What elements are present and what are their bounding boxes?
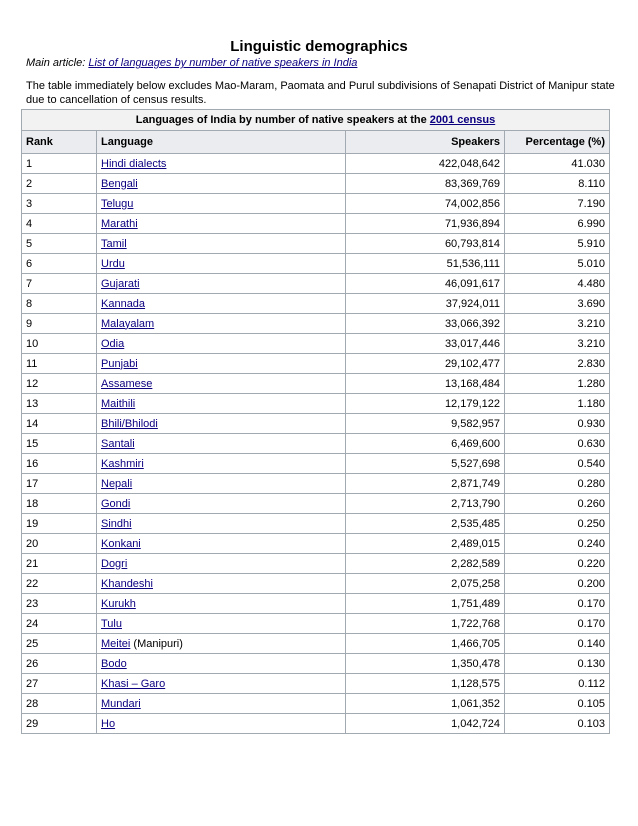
table-row — [22, 174, 610, 194]
language-link[interactable]: Maithili — [101, 397, 136, 410]
speakers-cell: 71,936,894 — [346, 214, 505, 234]
main-article-link[interactable]: List of languages by number of native speakers in India — [88, 57, 358, 69]
table-row — [22, 674, 610, 694]
table-row — [22, 454, 610, 474]
language-cell — [97, 494, 346, 514]
language-cell — [97, 574, 346, 594]
percentage-cell: 0.250 — [505, 514, 610, 534]
percentage-cell: 0.103 — [505, 714, 610, 734]
speakers-cell: 33,017,446 — [346, 334, 505, 354]
table-row — [22, 154, 610, 174]
speakers-cell: 1,128,575 — [346, 674, 505, 694]
table-row — [22, 634, 610, 654]
rank-cell: 24 — [22, 614, 97, 634]
percentage-cell: 3.210 — [505, 314, 610, 334]
language-link[interactable]: Kurukh — [101, 597, 136, 610]
language-cell — [97, 374, 346, 394]
page-title: Linguistic demographics — [230, 38, 408, 55]
language-link[interactable]: Dogri — [101, 557, 128, 570]
percentage-cell: 0.260 — [505, 494, 610, 514]
language-link[interactable]: Tamil — [101, 237, 127, 250]
speakers-cell: 51,536,111 — [346, 254, 505, 274]
percentage-cell: 5.910 — [505, 234, 610, 254]
language-cell — [97, 554, 346, 574]
table-row — [22, 594, 610, 614]
language-link[interactable]: Bhili/Bhilodi — [101, 417, 158, 430]
language-link[interactable]: Khasi – Garo — [101, 677, 166, 690]
column-header-rank[interactable]: Rank — [22, 131, 97, 154]
rank-cell: 25 — [22, 634, 97, 654]
rank-cell: 17 — [22, 474, 97, 494]
percentage-cell: 5.010 — [505, 254, 610, 274]
language-cell — [97, 194, 346, 214]
speakers-cell: 5,527,698 — [346, 454, 505, 474]
language-link[interactable]: Kashmiri — [101, 457, 144, 470]
rank-cell: 15 — [22, 434, 97, 454]
language-link[interactable]: Santali — [101, 437, 135, 450]
rank-cell: 9 — [22, 314, 97, 334]
rank-cell: 26 — [22, 654, 97, 674]
languages-table — [21, 109, 610, 734]
table-caption — [21, 109, 610, 130]
rank-cell: 5 — [22, 234, 97, 254]
main-article-prefix: Main article: — [26, 57, 89, 69]
percentage-cell: 0.240 — [505, 534, 610, 554]
percentage-cell: 41.030 — [505, 154, 610, 174]
speakers-cell: 12,179,122 — [346, 394, 505, 414]
rank-cell: 8 — [22, 294, 97, 314]
percentage-cell: 3.210 — [505, 334, 610, 354]
speakers-cell: 1,466,705 — [346, 634, 505, 654]
speakers-cell: 1,042,724 — [346, 714, 505, 734]
speakers-cell: 74,002,856 — [346, 194, 505, 214]
percentage-cell: 7.190 — [505, 194, 610, 214]
percentage-cell: 8.110 — [505, 174, 610, 194]
rank-cell: 20 — [22, 534, 97, 554]
rank-cell: 27 — [22, 674, 97, 694]
language-cell — [97, 314, 346, 334]
language-link[interactable]: Odia — [101, 337, 125, 350]
table-row — [22, 614, 610, 634]
column-header-percentage[interactable]: Percentage (%) — [505, 131, 610, 154]
language-cell — [97, 454, 346, 474]
language-link[interactable]: Khandeshi — [101, 577, 153, 590]
percentage-cell: 0.170 — [505, 594, 610, 614]
language-cell — [97, 174, 346, 194]
percentage-cell: 0.112 — [505, 674, 610, 694]
rank-cell: 4 — [22, 214, 97, 234]
rank-cell: 21 — [22, 554, 97, 574]
percentage-cell: 0.930 — [505, 414, 610, 434]
rank-cell: 11 — [22, 354, 97, 374]
language-link[interactable]: Gujarati — [101, 277, 140, 290]
percentage-cell: 4.480 — [505, 274, 610, 294]
speakers-cell: 2,075,258 — [346, 574, 505, 594]
language-link[interactable]: Bodo — [101, 657, 127, 670]
rank-cell: 12 — [22, 374, 97, 394]
speakers-cell: 2,871,749 — [346, 474, 505, 494]
language-link[interactable]: Meitei — [101, 637, 131, 650]
speakers-cell: 1,350,478 — [346, 654, 505, 674]
speakers-cell: 37,924,011 — [346, 294, 505, 314]
language-link[interactable]: Mundari — [101, 697, 141, 710]
rank-cell: 10 — [22, 334, 97, 354]
language-cell — [97, 274, 346, 294]
rank-cell: 13 — [22, 394, 97, 414]
language-suffix: (Manipuri) — [130, 637, 183, 650]
language-link[interactable]: Marathi — [101, 217, 138, 230]
rank-cell: 16 — [22, 454, 97, 474]
language-cell — [97, 594, 346, 614]
speakers-cell: 6,469,600 — [346, 434, 505, 454]
table-row — [22, 534, 610, 554]
rank-cell: 2 — [22, 174, 97, 194]
percentage-cell: 1.180 — [505, 394, 610, 414]
speakers-cell: 1,061,352 — [346, 694, 505, 714]
table-row — [22, 474, 610, 494]
language-cell — [97, 294, 346, 314]
rank-cell: 19 — [22, 514, 97, 534]
speakers-cell: 1,751,489 — [346, 594, 505, 614]
rank-cell: 7 — [22, 274, 97, 294]
table-header-row — [22, 131, 610, 154]
language-link[interactable]: Kannada — [101, 297, 146, 310]
speakers-cell: 29,102,477 — [346, 354, 505, 374]
language-cell — [97, 714, 346, 734]
speakers-cell: 83,369,769 — [346, 174, 505, 194]
language-cell — [97, 434, 346, 454]
rank-cell: 22 — [22, 574, 97, 594]
speakers-cell: 46,091,617 — [346, 274, 505, 294]
table-row — [22, 394, 610, 414]
percentage-cell: 1.280 — [505, 374, 610, 394]
language-link[interactable]: Bengali — [101, 177, 138, 190]
table-row — [22, 254, 610, 274]
table-row — [22, 574, 610, 594]
speakers-cell: 60,793,814 — [346, 234, 505, 254]
percentage-cell: 0.130 — [505, 654, 610, 674]
table-row — [22, 194, 610, 214]
speakers-cell: 422,048,642 — [346, 154, 505, 174]
language-cell — [97, 394, 346, 414]
language-link[interactable]: Hindi dialects — [101, 157, 167, 170]
language-cell — [97, 254, 346, 274]
percentage-cell: 0.220 — [505, 554, 610, 574]
speakers-cell: 13,168,484 — [346, 374, 505, 394]
main-article-note — [26, 57, 357, 69]
language-cell — [97, 474, 346, 494]
language-cell — [97, 234, 346, 254]
table-row — [22, 694, 610, 714]
speakers-cell: 33,066,392 — [346, 314, 505, 334]
rank-cell: 1 — [22, 154, 97, 174]
percentage-cell: 2.830 — [505, 354, 610, 374]
rank-cell: 23 — [22, 594, 97, 614]
percentage-cell: 0.170 — [505, 614, 610, 634]
percentage-cell: 3.690 — [505, 294, 610, 314]
language-cell — [97, 354, 346, 374]
table-row — [22, 274, 610, 294]
language-link[interactable]: Telugu — [101, 197, 134, 210]
language-cell — [97, 154, 346, 174]
language-link[interactable]: Malayalam — [101, 317, 155, 330]
rank-cell: 29 — [22, 714, 97, 734]
speakers-cell: 2,535,485 — [346, 514, 505, 534]
language-cell — [97, 634, 346, 654]
percentage-cell: 0.105 — [505, 694, 610, 714]
percentage-cell: 0.200 — [505, 574, 610, 594]
census-link[interactable]: 2001 census — [429, 114, 496, 126]
column-header-language[interactable]: Language — [97, 131, 346, 154]
speakers-cell: 9,582,957 — [346, 414, 505, 434]
speakers-cell: 2,489,015 — [346, 534, 505, 554]
rank-cell: 28 — [22, 694, 97, 714]
rank-cell: 3 — [22, 194, 97, 214]
table-row — [22, 234, 610, 254]
table-row — [22, 214, 610, 234]
table-row — [22, 414, 610, 434]
language-cell — [97, 514, 346, 534]
language-link[interactable]: Tulu — [101, 617, 122, 630]
language-cell — [97, 654, 346, 674]
rank-cell: 18 — [22, 494, 97, 514]
percentage-cell: 0.140 — [505, 634, 610, 654]
table-row — [22, 314, 610, 334]
table-row — [22, 514, 610, 534]
language-cell — [97, 614, 346, 634]
speakers-cell: 2,282,589 — [346, 554, 505, 574]
intro-paragraph: The table immediately below excludes Mao-Maram, Paomata and Purul subdivisions of Senapati District of Manipur state due to cancellation of census results. — [26, 80, 615, 106]
language-link[interactable]: Urdu — [101, 257, 125, 270]
language-link[interactable]: Konkani — [101, 537, 141, 550]
table-row — [22, 354, 610, 374]
language-link[interactable]: Ho — [101, 717, 116, 730]
language-link[interactable]: Punjabi — [101, 357, 138, 370]
table-row — [22, 654, 610, 674]
language-link[interactable]: Gondi — [101, 497, 131, 510]
language-link[interactable]: Sindhi — [101, 517, 132, 530]
rank-cell: 14 — [22, 414, 97, 434]
column-header-speakers[interactable]: Speakers — [346, 131, 505, 154]
percentage-cell: 0.630 — [505, 434, 610, 454]
percentage-cell: 0.540 — [505, 454, 610, 474]
language-cell — [97, 414, 346, 434]
table-row — [22, 554, 610, 574]
table-row — [22, 334, 610, 354]
language-link[interactable]: Assamese — [101, 377, 153, 390]
table-row — [22, 494, 610, 514]
table-row — [22, 294, 610, 314]
speakers-cell: 1,722,768 — [346, 614, 505, 634]
table-row — [22, 714, 610, 734]
language-cell — [97, 214, 346, 234]
table-row — [22, 434, 610, 454]
language-cell — [97, 674, 346, 694]
language-cell — [97, 334, 346, 354]
table-caption-text: Languages of India by number of native speakers at the — [135, 114, 430, 126]
percentage-cell: 6.990 — [505, 214, 610, 234]
language-cell — [97, 694, 346, 714]
language-link[interactable]: Nepali — [101, 477, 133, 490]
speakers-cell: 2,713,790 — [346, 494, 505, 514]
rank-cell: 6 — [22, 254, 97, 274]
table-row — [22, 374, 610, 394]
percentage-cell: 0.280 — [505, 474, 610, 494]
language-cell — [97, 534, 346, 554]
